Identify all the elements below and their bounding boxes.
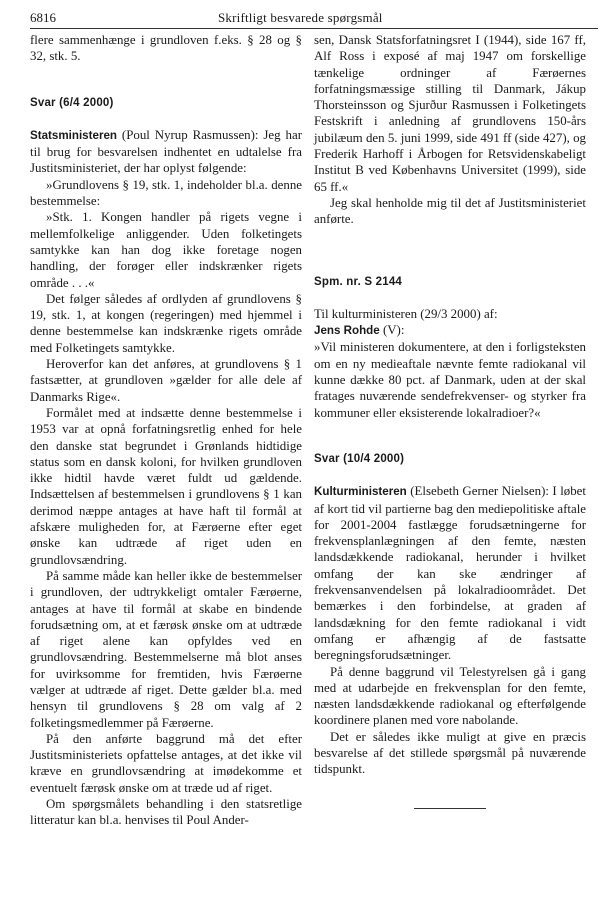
quote-statute: »Stk. 1. Kongen handler på rigets vegne i mellemfolkelige anliggender. Uden folketingets samtykke kan han dog ikke foretage nogen handling, der forøger eller indskrænker rigets område . . .« (30, 210, 302, 290)
body-paragraph: Det følger således af ordlyden af grundlovens § 19, stk. 1, at kongen (regeringen) med hjemmel i denne bestemmelse kan indskrænke rigets område med Folketingets samtykke. (30, 291, 302, 355)
speaker-text: (Poul Nyrup Rasmussen): Jeg har til brug for besvarelsen indhentet en udtalelse fra Justitsministeriet, der har oplyst følgende: (30, 127, 302, 176)
body-paragraph: På samme måde kan heller ikke de bestemmelser i grundloven, der udtrykkeligt omtaler Færøerne, antages at have til formål at skabe en bindende forudsætning om, at et færøsk ønske om at udtræde af riget alene kan opfyldes ved en grundlovsændring. Bestemmelserne må blot anses for uvirksomme for fremtiden, hvis Færøerne vælger at udtræde af riget. Dette gælder bl.a. med hensyn til grundlovens § 28 om valg af 2 folketingsmedlemmer på Færøerne. (30, 568, 302, 730)
addressee-line: Til kulturministeren (29/3 2000) af: (314, 306, 498, 321)
body-paragraph: Det er således ikke muligt at give en præcis besvarelse af det stillede spørgsmål på nuværende tidspunkt. (314, 729, 586, 777)
asker-name: Jens Rohde (314, 324, 380, 338)
header-rule (30, 28, 598, 29)
speaker-name: Kulturministeren (314, 485, 407, 499)
answer-intro (314, 483, 586, 663)
speaker-text: (Elsebeth Gerner Nielsen): I løbet af kort tid vil partierne bag den mediepolitiske aftale for 2001-2004 fastlægge forudsætningerne for frekvensplanlægningen af den femte, næsten landsdækkende radiokanal, herunder i hvilket omfang der kan ske ændringer af frekvensanvendelsen på lokalradioområdet. Det bemærkes i den forbindelse, at graden af landsdækning for den femte radiokanal i vidt omfang er afhængig af de fastsatte beregningsforudsætninger. (314, 484, 586, 663)
body-paragraph: Heroverfor kan det anføres, at grundlovens § 1 fastsætter, at grundloven »gælder for alle dele af Danmarks Rige«. (30, 357, 302, 404)
body-paragraph: På denne baggrund vil Telestyrelsen gå i gang med at udarbejde en frekvensplan for den femte, næsten landsdækkende radiokanal og efterfølgende koordinere planen med vore nabolande. (314, 664, 586, 728)
intro-paragraph: flere sammenhænge i grundloven f.eks. § 28 og § 32, stk. 5. (30, 33, 302, 64)
asker-line (314, 322, 586, 339)
body-paragraph: På den anførte baggrund må det efter Justitsministeriets opfattelse antages, at det ikke vil kræve en grundlovsændring at imødekomme et eventuelt færøsk ønske om at træde ud af riget. (30, 731, 302, 795)
body-paragraph: Om spørgsmålets behandling i den statsretlige litteratur kan bl.a. henvises til Poul Ander- (30, 797, 302, 828)
running-title: Skriftligt besvarede spørgsmål (218, 10, 383, 25)
section-divider (414, 808, 486, 809)
closing-paragraph: Jeg skal henholde mig til det af Justitsministeriet anførte. (314, 195, 586, 227)
page-number: 6816 (30, 10, 56, 25)
question-text: »Vil ministeren dokumentere, at den i forligsteksten om en ny medieaftale nævnte femte radiokanal vil kunne dække 80 pct. af Danmark, uden at der skal fratages nuværende sendefrekvenser- og styrker fra kommuner eller eksisterende lokalradioer?« (314, 340, 586, 420)
speaker-name: Statsministeren (30, 128, 117, 142)
left-column (30, 32, 302, 829)
answer-intro (30, 127, 302, 177)
answer-heading: Svar (6/4 2000) (30, 96, 114, 109)
quote-intro: »Grundlovens § 19, stk. 1, indeholder bl.a. denne bestemmelse: (30, 177, 302, 209)
question-number-heading: Spm. nr. S 2144 (314, 275, 403, 288)
continuation-paragraph: sen, Dansk Statsforfatningsret I (1944), side 167 ff, Alf Ross i exposé af maj 1947 om forskellige tænkelige ordninger af Færøernes forfatningsmæssige stilling til Danmark, Jákup Thorsteinsson og Sjurður Rasmussen i Folketingets Festskrift i anledning af grundlovens 150-års jubilæum den 5. juni 1999, side 491 ff (side 427), og Frederik Harhoff i Årbogen for Retsvidenskabeligt Institut B ved Københavns Universitet (1999), side 65 ff.« (314, 33, 586, 194)
body-paragraph: Formålet med at indsætte denne bestemmelse i 1953 var at opnå forfatningsretlig enhed for hele den danske stat begrundet i Grønlands hidtidige status som en dansk koloni, for hvilken grundloven ikke hidtil havde været fuldt ud gældende. Indsættelsen af bestemmelsen i grundlovens § 1 kan derimod næppe antages at have haft til formål at afskære muligheden for, at Færøerne efter eget ønske kan udtræde af riget uden en grundlovsændring. (30, 405, 302, 567)
asker-party: (V): (382, 323, 405, 338)
answer-heading: Svar (10/4 2000) (314, 452, 405, 465)
right-column (314, 32, 586, 809)
